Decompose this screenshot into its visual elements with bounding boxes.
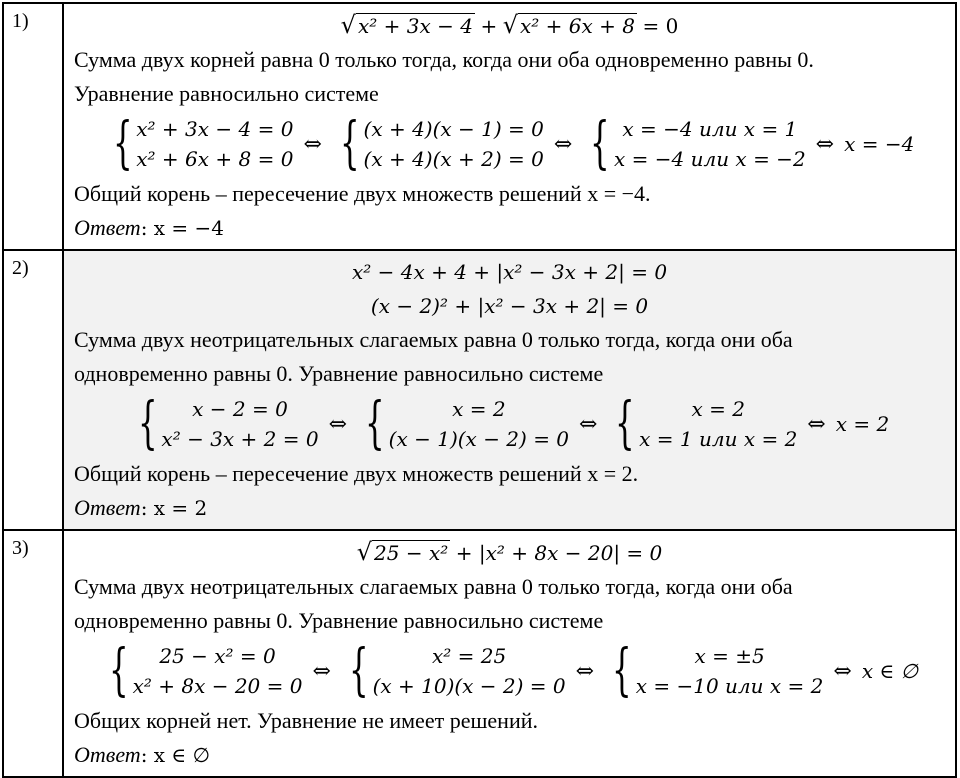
equivalence-arrow: ⇔ — [553, 131, 573, 157]
radical-symbol: √ — [340, 11, 356, 39]
radicand: 25 − x² — [374, 541, 449, 565]
system-equation: x = −4 или x = 1 — [622, 117, 798, 141]
problem-body — [63, 3, 956, 250]
brace-symbol: { — [348, 638, 369, 703]
system-equation: x = −4 или x = −2 — [613, 147, 806, 171]
problem-equation: x² − 4x + 4 + |x² − 3x + 2| = 0 — [351, 260, 668, 284]
system-result: x = −4 — [844, 132, 915, 156]
system-equation: x = 2 — [452, 397, 506, 421]
answer-label: Ответ — [74, 215, 141, 240]
conclusion-text: Общий корень – пересечение двух множеств решений x = 2. — [74, 461, 639, 486]
problem-number: 1) — [3, 3, 63, 250]
problem-body — [63, 250, 956, 530]
equivalence-arrow: ⇔ — [833, 658, 852, 684]
equivalence-arrow: ⇔ — [303, 131, 322, 157]
brace-symbol: { — [137, 391, 158, 456]
equivalence-arrow: ⇔ — [328, 411, 348, 437]
system-equation: (x + 4)(x + 2) = 0 — [363, 147, 544, 171]
conclusion-text: Общий корень – пересечение двух множеств решений x = −4. — [74, 181, 651, 206]
problem-number: 2) — [3, 250, 63, 530]
equivalence-arrow: ⇔ — [579, 411, 598, 437]
radical-symbol: √ — [502, 11, 518, 39]
problem-equation-transformed: (x − 2)² + |x² − 3x + 2| = 0 — [370, 294, 649, 318]
system-equation: x² + 8x − 20 = 0 — [132, 674, 303, 698]
system-chain — [74, 391, 945, 457]
problem-row-3 — [3, 530, 956, 777]
plus-sign: + — [480, 14, 498, 38]
answer-label: Ответ — [74, 742, 141, 767]
system-equation: x² = 25 — [432, 644, 507, 668]
equation-rhs: = 0 — [642, 14, 679, 38]
conclusion-text: Общих корней нет. Уравнение не имеет решений. — [74, 708, 538, 733]
equation-system — [101, 638, 303, 703]
system-equation: (x − 1)(x − 2) = 0 — [388, 427, 570, 451]
system-equation: x² − 3x + 2 = 0 — [161, 427, 319, 451]
solutions-table — [2, 2, 957, 778]
system-equation: x = 1 или x = 2 — [639, 427, 798, 451]
problem-number: 3) — [3, 530, 63, 777]
explanation-text: одновременно равны 0. Уравнение равносильно системе — [74, 608, 604, 633]
explanation-text: Сумма двух неотрицательных слагаемых равна 0 только тогда, когда они оба — [74, 327, 793, 352]
brace-symbol: { — [365, 391, 385, 456]
problem-row-1 — [3, 3, 956, 250]
equation-system — [357, 391, 570, 456]
system-equation: x = 2 — [691, 397, 745, 421]
equivalence-arrow: ⇔ — [807, 411, 826, 437]
radicand: x² + 3x − 4 — [357, 14, 473, 38]
answer-value: : x ∈ ∅ — [140, 743, 211, 767]
system-equation: x² + 6x + 8 = 0 — [136, 147, 294, 171]
system-equation: 25 − x² = 0 — [159, 644, 276, 668]
problem-equation — [74, 8, 945, 43]
system-result: x ∈ ∅ — [861, 659, 919, 683]
system-equation: x = ±5 — [694, 644, 765, 668]
system-equation: (x + 10)(x − 2) = 0 — [372, 674, 566, 698]
explanation-text: одновременно равны 0. Уравнение равносильно системе — [74, 361, 604, 386]
equation-system — [130, 391, 319, 456]
equation-system — [332, 111, 544, 176]
brace-symbol: { — [339, 111, 360, 176]
system-chain — [74, 638, 945, 704]
radicand: x² + 6x + 8 — [520, 14, 635, 38]
explanation-text: Уравнение равносильно системе — [74, 81, 379, 106]
problem-row-2 — [3, 250, 956, 530]
equation-system — [607, 391, 798, 456]
brace-symbol: { — [615, 391, 636, 456]
explanation-text: Сумма двух неотрицательных слагаемых равна 0 только тогда, когда они оба — [74, 574, 793, 599]
problem-equation — [74, 535, 945, 570]
equation-system — [341, 638, 566, 703]
brace-symbol: { — [108, 638, 129, 703]
brace-symbol: { — [612, 638, 632, 703]
equivalence-arrow: ⇔ — [815, 131, 835, 157]
system-equation: x − 2 = 0 — [192, 397, 288, 421]
brace-symbol: { — [590, 111, 610, 176]
radical-symbol: √ — [356, 538, 373, 566]
equivalence-arrow: ⇔ — [312, 658, 331, 684]
answer-line — [74, 491, 945, 525]
system-chain — [74, 111, 945, 177]
equation-system — [582, 111, 806, 176]
equivalence-arrow: ⇔ — [575, 658, 595, 684]
system-result: x = 2 — [835, 412, 890, 436]
system-equation: x² + 3x − 4 = 0 — [136, 117, 294, 141]
answer-line — [74, 211, 945, 245]
brace-symbol: { — [112, 111, 133, 176]
system-equation: (x + 4)(x − 1) = 0 — [363, 117, 544, 141]
problem-body — [63, 530, 956, 777]
equation-system — [604, 638, 824, 703]
answer-line — [74, 738, 945, 772]
answer-value: : x = −4 — [140, 216, 225, 240]
equation-system — [105, 111, 294, 176]
answer-label: Ответ — [74, 495, 141, 520]
explanation-text: Сумма двух корней равна 0 только тогда, когда они оба одновременно равны 0. — [74, 47, 814, 72]
answer-value: : x = 2 — [140, 496, 208, 520]
system-equation: x = −10 или x = 2 — [635, 674, 824, 698]
equation-rest: + |x² + 8x − 20| = 0 — [455, 541, 663, 565]
